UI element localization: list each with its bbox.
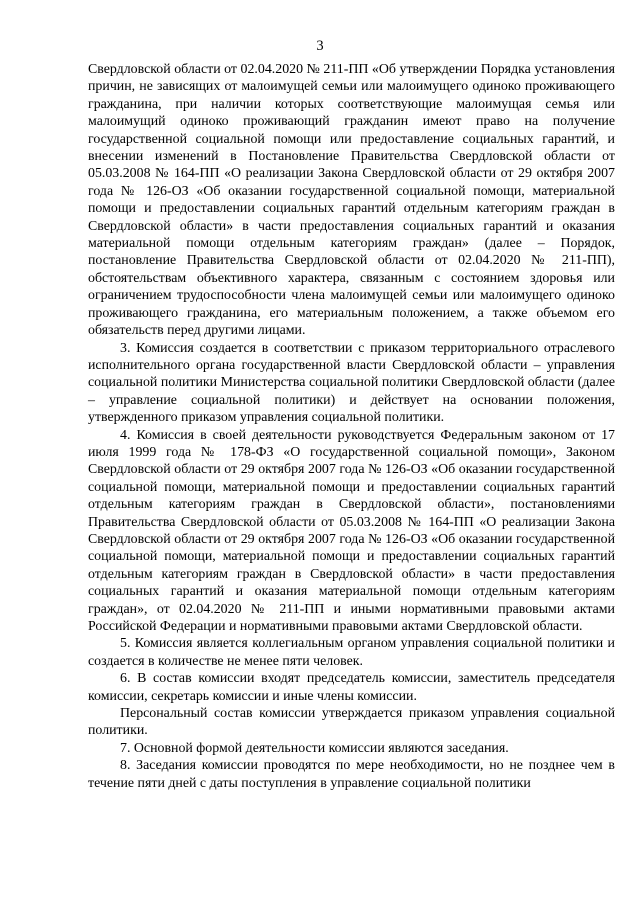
paragraph-item-3: 3. Комиссия создается в соответствии с приказом территориального отраслевого исполнительного органа государственной власти Свердловской области – управления социальной политики Министерства социальной политики Свердловской области (далее – управление социальной политики) и действует на основании положения, утвержденного приказом управления социальной политики. [88,340,615,426]
paragraph-item-6: 6. В состав комиссии входят председатель комиссии, заместитель председателя комиссии, секретарь комиссии и иные члены комиссии. [88,671,615,704]
paragraph-item-5: 5. Комиссия является коллегиальным органом управления социальной политики и создается в количестве не менее пяти человек. [88,636,615,669]
paragraph-item-7: 7. Основной формой деятельности комиссии являются заседания. [120,740,509,756]
document-body [88,61,615,792]
page-number: 3 [316,38,324,54]
paragraph-item-4: 4. Комиссия в своей деятельности руководствуется Федеральным законом от 17 июля 1999 года № 178-ФЗ «О государственной социальной помощи», Законом Свердловской области от 29 октября 2007 года № 126-ОЗ «Об оказании государственной социальной помощи, материальной помощи и предоставлении социальных гарантий отдельным категориям граждан в Свердловской области», постановлениями Правительства Свердловской области от 05.03.2008 № 164-ПП «О реализации Закона Свердловской области от 29 октября 2007 года № 126-ОЗ «Об оказании государственной социальной помощи, материальной помощи и предоставлении социальных гарантий отдельным категориям граждан в Свердловской области» в части предоставления социальных гарантий и оказания материальной помощи отдельным категориям граждан», от 02.04.2020 № 211-ПП и иными нормативными правовыми актами Российской Федерации и нормативными правовыми актами Свердловской области. [88,427,615,634]
paragraph-item-8: 8. Заседания комиссии проводятся по мере необходимости, но не позднее чем в течение пяти дней с даты поступления в управление социальной политики [88,758,615,791]
paragraph-continuation: Свердловской области от 02.04.2020 № 211-ПП «Об утверждении Порядка установления причин, не зависящих от малоимущей семьи или малоимущего одиноко проживающего гражданина, при наличии которых соответствующие малоимущая семья или малоимущий одиноко проживающий гражданин имеют право на получение государственной социальной помощи или предоставление социальных гарантий, и внесении изменений в Постановление Правительства Свердловской области от 05.03.2008 № 164-ПП «О реализации Закона Свердловской области от 29 октября 2007 года № 126-ОЗ «Об оказании государственной социальной помощи, материальной помощи и предоставлении социальных гарантий отдельным категориям граждан в Свердловской области» в части предоставления социальных гарантий и оказания материальной помощи отдельным категориям граждан» (далее – Порядок, постановление Правительства Свердловской области от 02.04.2020 № 211-ПП), обстоятельствам объективного характера, связанным с состоянием здоровья или ограничением трудоспособности члена малоимущей семьи или малоимущего одиноко проживающего гражданина, его материальным положением, а также объемом его обязательств перед другими лицами. [88,62,615,339]
paragraph-personal-composition: Персональный состав комиссии утверждается приказом управления социальной политики. [88,706,615,739]
